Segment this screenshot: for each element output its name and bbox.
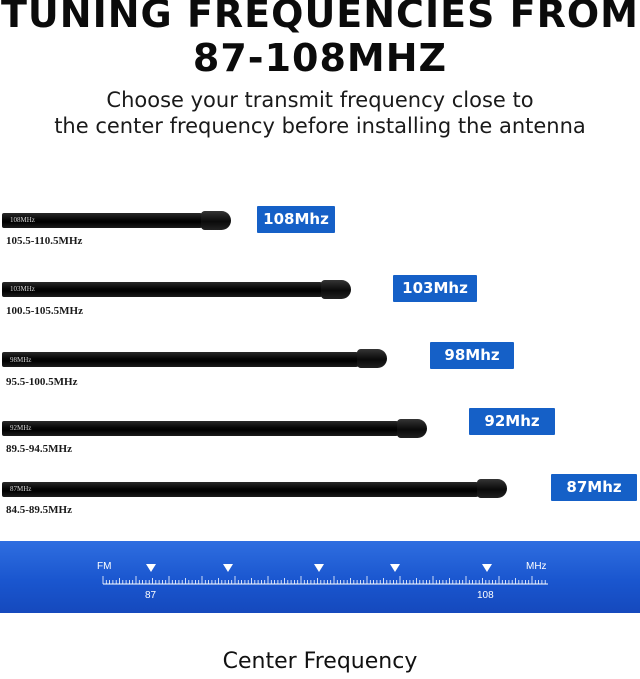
antenna-tip bbox=[201, 211, 231, 230]
page-title-line-1: TUNING FREQUENCIES FROM bbox=[1, 0, 639, 36]
antenna-rod bbox=[2, 282, 324, 297]
antenna-tip bbox=[321, 280, 351, 299]
antenna-rod bbox=[2, 482, 480, 497]
antenna-row-87 bbox=[0, 478, 640, 538]
tuning-band bbox=[0, 541, 640, 613]
antenna-row-92 bbox=[0, 414, 640, 474]
center-frequency-caption: Center Frequency bbox=[222, 649, 418, 674]
frequency-badge: 92Mhz bbox=[469, 408, 555, 435]
band-label: FM bbox=[97, 561, 112, 572]
range-label: 95.5-100.5MHz bbox=[6, 376, 78, 388]
rod-label: 92MHz bbox=[10, 424, 32, 432]
range-label: 89.5-94.5MHz bbox=[6, 443, 72, 455]
frequency-marker-icon bbox=[314, 564, 324, 572]
rod-label: 87MHz bbox=[10, 485, 32, 493]
rod-label: 103MHz bbox=[10, 285, 35, 293]
rod-label: 108MHz bbox=[10, 216, 35, 224]
subtitle-line-2: the center frequency before installing the antenna bbox=[54, 114, 586, 138]
antenna-row-108 bbox=[0, 205, 640, 265]
range-label: 105.5-110.5MHz bbox=[6, 235, 83, 247]
frequency-marker-icon bbox=[146, 564, 156, 572]
antenna-rod bbox=[2, 352, 360, 367]
scale-min-label: 87 bbox=[145, 590, 157, 601]
frequency-marker-icon bbox=[223, 564, 233, 572]
frequency-badge: 108Mhz bbox=[257, 206, 335, 233]
antenna-tip bbox=[397, 419, 427, 438]
rod-label: 98MHz bbox=[10, 356, 32, 364]
scale-max-label: 108 bbox=[477, 590, 494, 601]
antenna-row-103 bbox=[0, 275, 640, 335]
range-label: 84.5-89.5MHz bbox=[6, 504, 72, 516]
frequency-badge: 98Mhz bbox=[430, 342, 514, 369]
frequency-marker-icon bbox=[482, 564, 492, 572]
antenna-tip bbox=[477, 479, 507, 498]
frequency-badge: 103Mhz bbox=[393, 275, 477, 302]
unit-label: MHz bbox=[526, 561, 547, 572]
antenna-row-98 bbox=[0, 345, 640, 405]
antenna-tip bbox=[357, 349, 387, 368]
frequency-scale bbox=[0, 541, 640, 613]
range-label: 100.5-105.5MHz bbox=[6, 305, 83, 317]
page-title-line-2: 87-108MHZ bbox=[192, 36, 448, 80]
frequency-badge: 87Mhz bbox=[551, 474, 637, 501]
subtitle-line-1: Choose your transmit frequency close to bbox=[106, 88, 534, 112]
frequency-marker-icon bbox=[390, 564, 400, 572]
antenna-rod bbox=[2, 421, 400, 436]
